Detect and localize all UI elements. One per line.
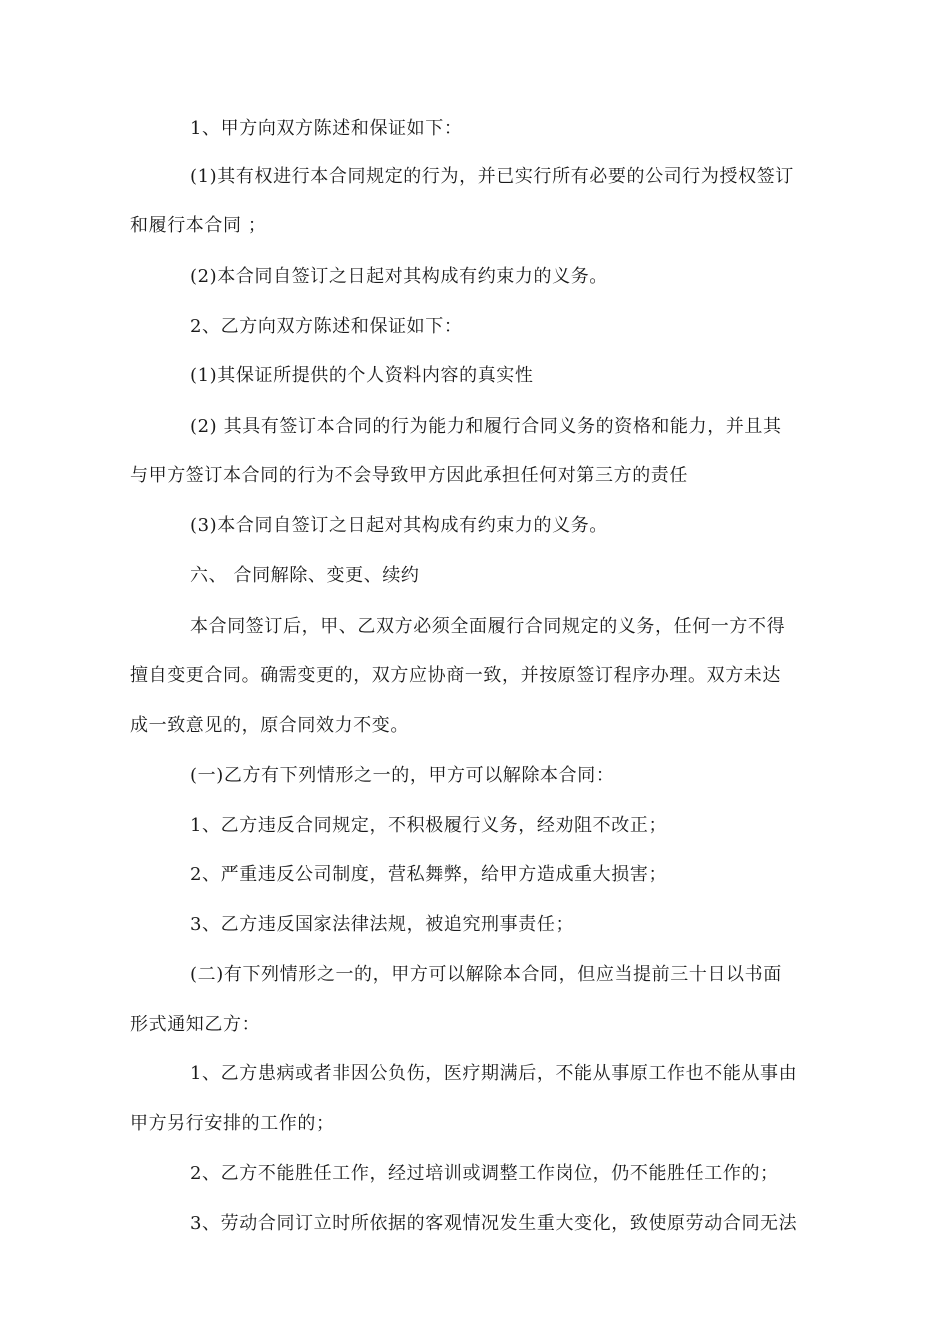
section-6-heading: 六、 合同解除、变更、续约 [190,565,420,586]
subsection-2-item-2: 2、乙方不能胜任工作，经过培训或调整工作岗位，仍不能胜任工作的； [190,1163,779,1184]
subsection-2-item-1-line-2: 甲方另行安排的工作的； [130,1113,335,1134]
subsection-1-item-3: 3、乙方违反国家法律法规，被追究刑事责任； [190,914,575,935]
clause-2-item-2-line-1: (2) 其具有签订本合同的行为能力和履行合同义务的资格和能力，并且其 [190,416,782,437]
subsection-2-heading-line-1: (二)有下列情形之一的，甲方可以解除本合同，但应当提前三十日以书面 [190,964,782,985]
section-6-para-line-3: 成一致意见的，原合同效力不变。 [130,715,409,736]
subsection-1-item-2: 2、严重违反公司制度，营私舞弊，给甲方造成重大损害； [190,864,668,885]
subsection-2-heading-line-2: 形式通知乙方： [130,1014,261,1035]
subsection-2-item-1-line-1: 1、乙方患病或者非因公负伤，医疗期满后，不能从事原工作也不能从事由 [190,1063,798,1084]
section-6-para-line-2: 擅自变更合同。确需变更的，双方应协商一致，并按原签订程序办理。双方未达 [130,665,781,686]
clause-2-item-3: (3)本合同自签订之日起对其构成有约束力的义务。 [190,515,608,536]
clause-1-item-2: (2)本合同自签订之日起对其构成有约束力的义务。 [190,266,608,287]
section-6-para-line-1: 本合同签订后，甲、乙双方必须全面履行合同规定的义务，任何一方不得 [190,616,786,637]
clause-2-item-2-line-2: 与甲方签订本合同的行为不会导致甲方因此承担任何对第三方的责任 [130,465,688,486]
clause-1-item-1-line-2: 和履行本合同 ； [130,215,267,236]
clause-1-item-1-line-1: (1)其有权进行本合同规定的行为，并已实行所有必要的公司行为授权签订 [190,166,794,187]
subsection-1-heading: (一)乙方有下列情形之一的，甲方可以解除本合同： [190,765,615,786]
clause-2-heading: 2、乙方向双方陈述和保证如下： [190,316,463,337]
clause-2-item-1: (1)其保证所提供的个人资料内容的真实性 [190,365,534,386]
clause-1-heading: 1、甲方向双方陈述和保证如下： [190,118,463,139]
subsection-1-item-1: 1、乙方违反合同规定，不积极履行义务，经劝阻不改正； [190,815,668,836]
subsection-2-item-3-line-1: 3、劳动合同订立时所依据的客观情况发生重大变化，致使原劳动合同无法 [190,1213,798,1234]
